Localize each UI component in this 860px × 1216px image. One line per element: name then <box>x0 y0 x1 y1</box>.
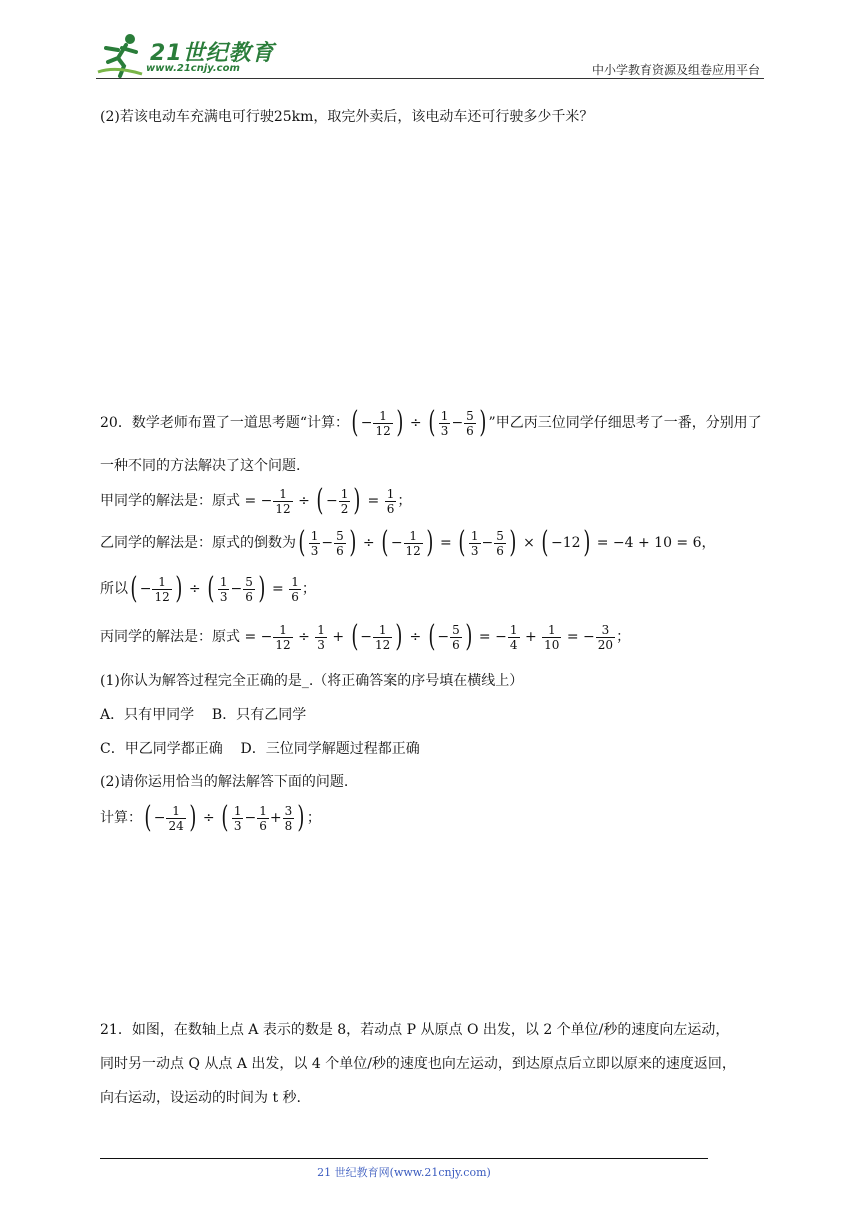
bing-prefix: 丙同学的解法是：原式 <box>100 629 240 645</box>
paren-neg-1-12: ( − $\frac{1}{12}$ ) <box>351 405 404 440</box>
q20-suoyi: 所以 ( − $\frac{1}{12}$ ) ÷ ( $\frac{1}{3}$ − $\frac{5}{6}$ ) = $\frac{1}{6}$ ； <box>100 571 316 606</box>
yi-prefix: 乙同学的解法是：原式的倒数为 <box>100 535 296 551</box>
q19-part2: (2)若该电动车充满电可行驶25km，取完外卖后，该电动车还可行驶多少千米？ <box>100 109 594 125</box>
q20-options-cd: C．甲乙同学都正确 D．三位同学解题过程都正确 <box>100 741 420 757</box>
q21-line2: 同时另一动点 Q 从点 A 出发，以 4 个单位/秒的速度也向左运动，到达原点后立即以原来的速度返回， <box>100 1056 736 1072</box>
q20-intro-a: 20．数学老师布置了一道思考题“计算： <box>100 415 349 431</box>
q20-calc: 计算： ( − $\frac{1}{24}$ ) ÷ ( $\frac{1}{3}$ − $\frac{1}{6}$ + $\frac{3}{8}$ ) ； <box>100 800 321 835</box>
q20-options-ab: A．只有甲同学 B．只有乙同学 <box>100 707 307 723</box>
header-divider <box>96 78 764 79</box>
footer-link[interactable]: 21 世纪教育网(www.21cnjy.com) <box>317 1166 491 1179</box>
q21-line1: 21．如图，在数轴上点 A 表示的数是 8，若动点 P 从原点 O 出发，以 2 个单位/秒的速度向左运动， <box>100 1022 730 1038</box>
logo-text: 21世纪教育 <box>150 41 275 66</box>
q20-jia-solution: 甲同学的解法是：原式 = − $\frac{1}{12}$ ÷ ( − $\frac{1}{2}$ ) = $\frac{1}{6}$ ； <box>100 483 412 518</box>
q20-yi-solution: 乙同学的解法是：原式的倒数为 ( $\frac{1}{3}$ − $\frac{5}{6}$ ) ÷ ( − $\frac{1}{12}$ ) = ( $\frac{1}{3}$ − $\frac{5}{6}$ ) × ( −12 ) = −4 + 10 = 6， <box>100 525 716 560</box>
jia-prefix: 甲同学的解法是：原式 <box>100 493 240 509</box>
q20-part2: (2)请你运用恰当的解法解答下面的问题. <box>100 774 349 790</box>
footer-divider <box>100 1158 708 1159</box>
yi-tail: = −4 + 10 = 6， <box>596 535 716 551</box>
q20-bing-solution: 丙同学的解法是：原式 = − $\frac{1}{12}$ ÷ $\frac{1}{3}$ + ( − $\frac{1}{12}$ ) ÷ ( − $\frac{5}{6}$ ) = − $\frac{1}{4}$ + $\frac{1}{10}$ = − $\frac{3}{20}$ ； <box>100 619 631 654</box>
q20-intro-line2: 一种不同的方法解决了这个问题. <box>100 458 301 474</box>
q20-intro-b: ”甲乙丙三位同学仔细思考了一番，分别用了 <box>488 415 762 431</box>
runner-icon <box>96 32 148 78</box>
q21-line3: 向右运动，设运动的时间为 t 秒. <box>100 1090 301 1106</box>
q20-part1: (1)你认为解答过程完全正确的是_.（将正确答案的序号填在横线上） <box>100 673 524 689</box>
q20-intro: 20．数学老师布置了一道思考题“计算： ( − $\frac{1}{12}$ ) ÷ ( $\frac{1}{3}$ − $\frac{5}{6}$ ) ”甲乙丙三位同学仔细思考了一番，分别用了 <box>100 405 762 440</box>
header-platform-text: 中小学教育资源及组卷应用平台 <box>591 63 760 77</box>
suoyi-label: 所以 <box>100 581 128 597</box>
logo-url: www.21cnjy.com <box>146 63 240 74</box>
paren-1-3-minus-5-6: ( $\frac{1}{3}$ − $\frac{5}{6}$ ) <box>428 405 487 440</box>
calc-label: 计算： <box>100 810 142 826</box>
